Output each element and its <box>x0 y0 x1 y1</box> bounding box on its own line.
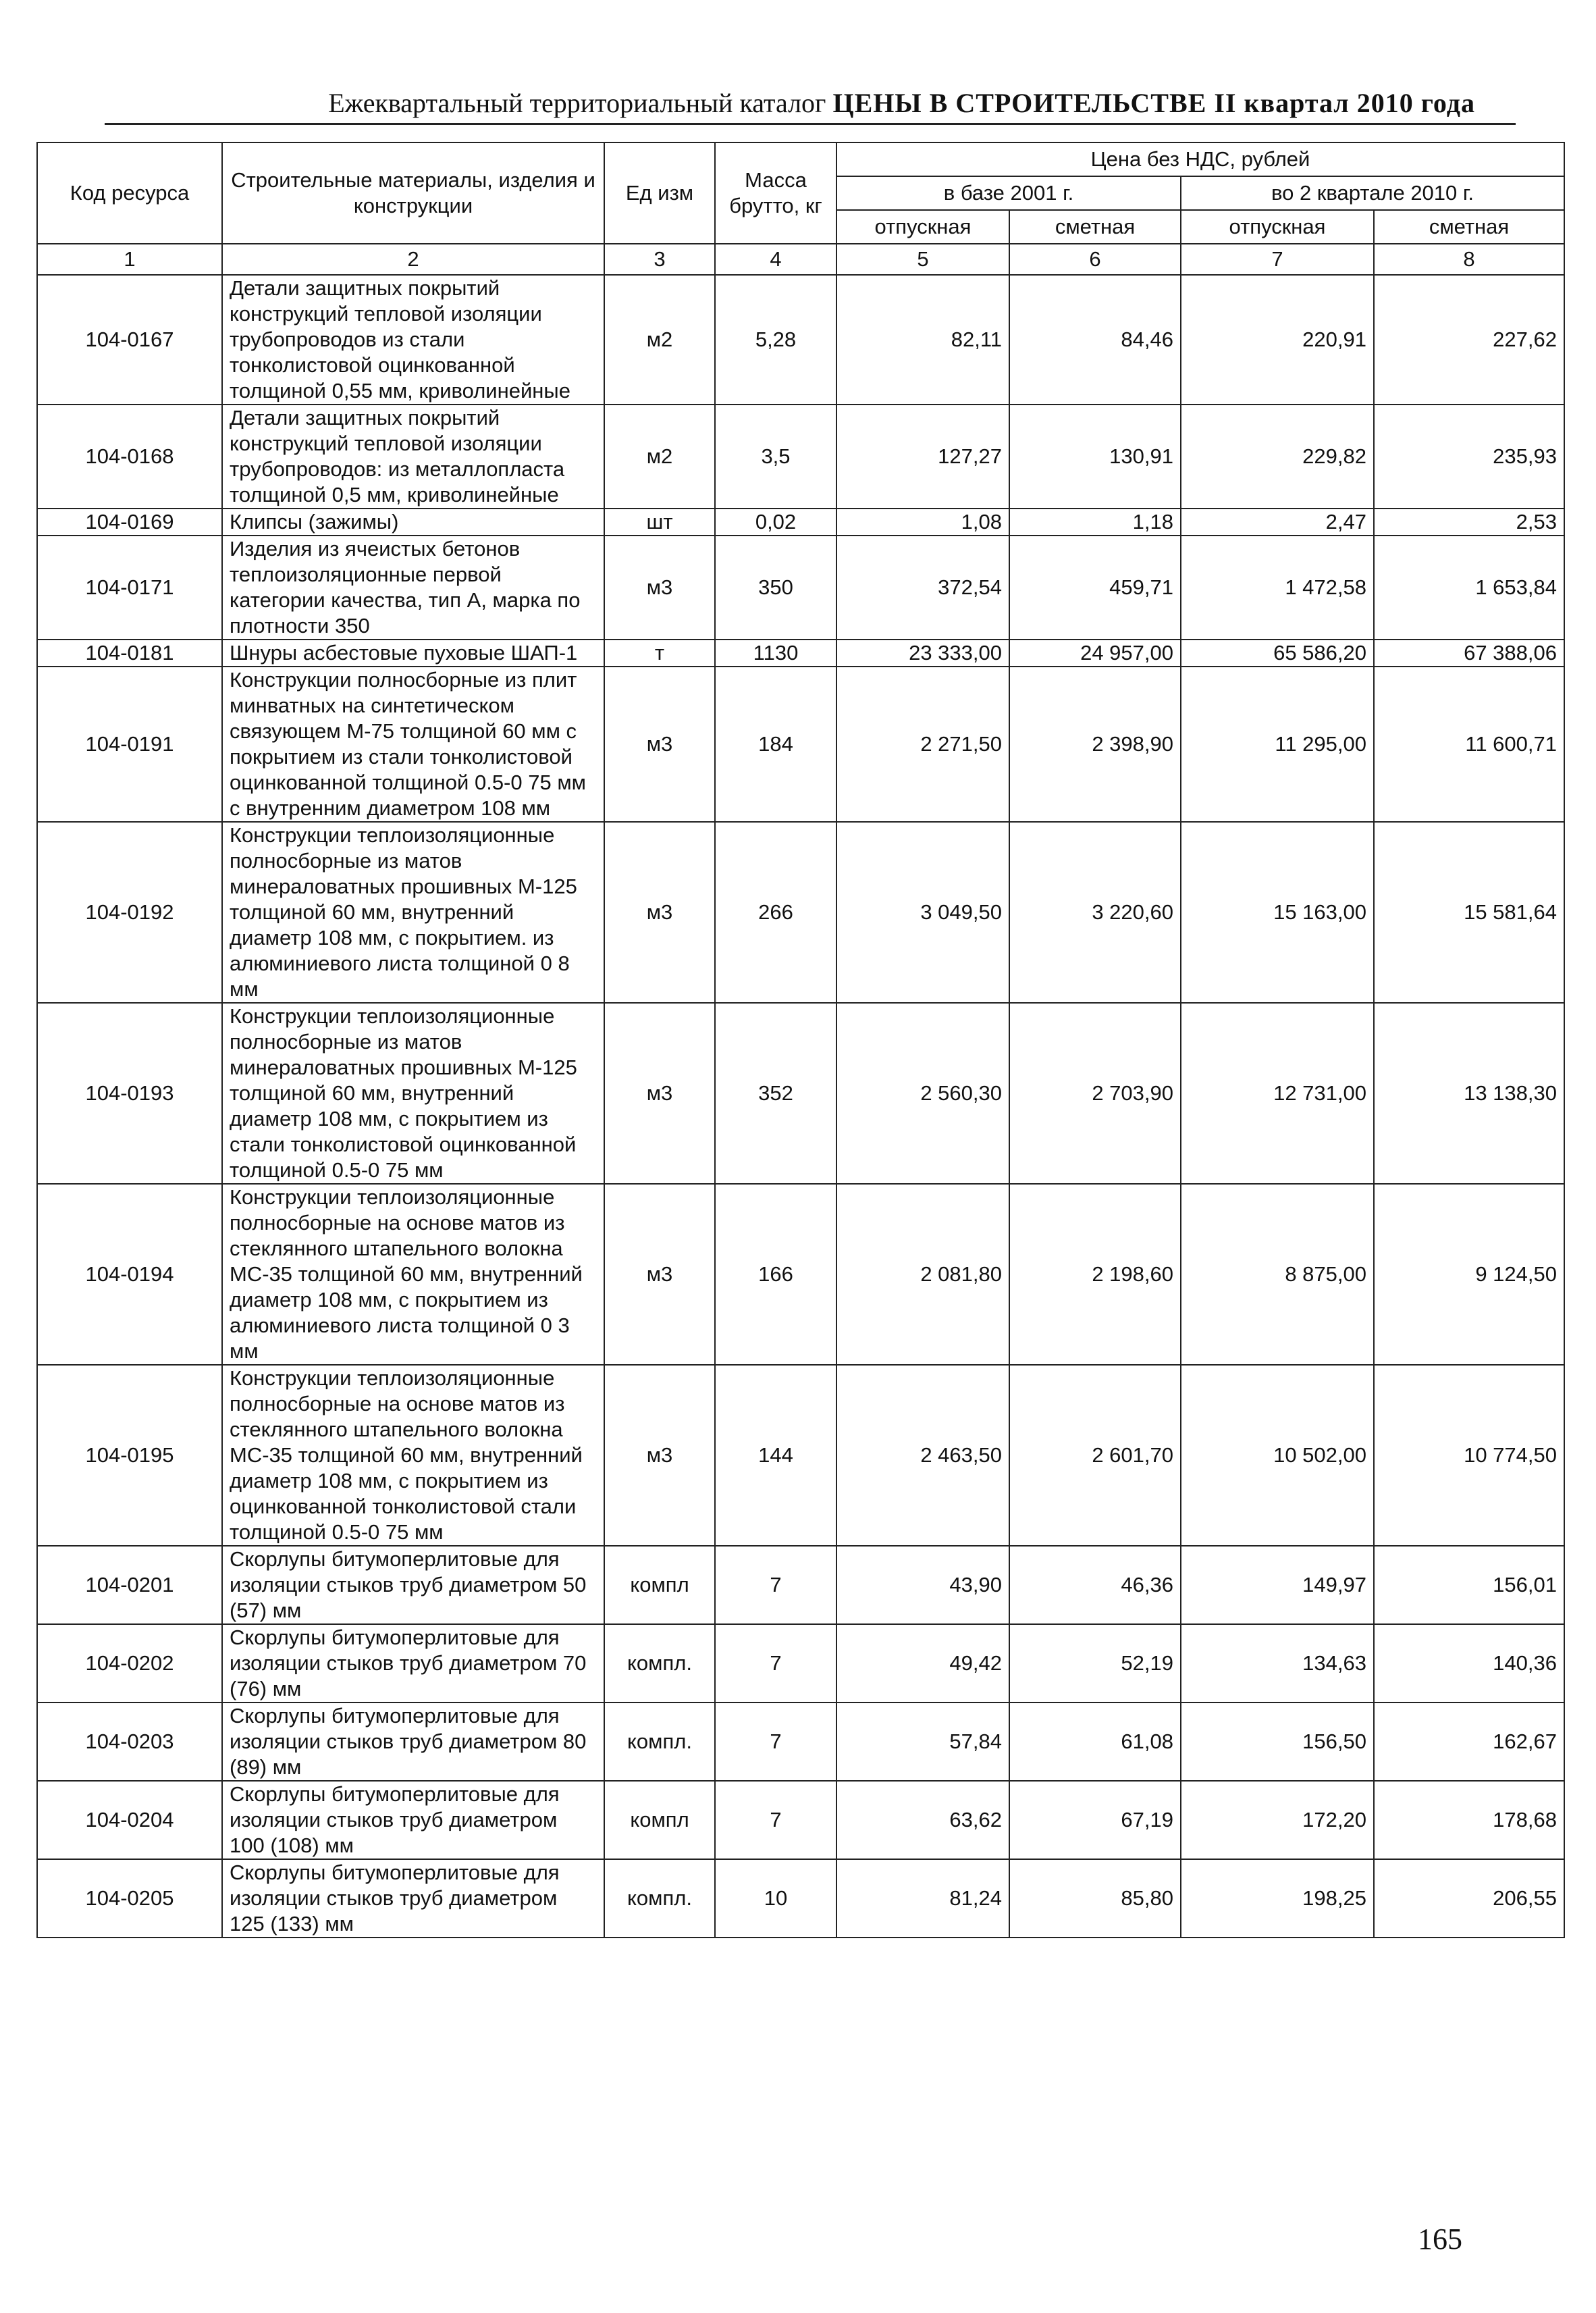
cell-code: 104-0193 <box>37 1003 222 1184</box>
cell-name: Конструкции теплоизоляционные полносборные на основе матов из стеклянного штапельного волокна МС-35 толщиной 60 мм, внутренний диаметр 108 мм, с покрытием из алюминиевого листа толщиной 0 3 мм <box>222 1184 604 1365</box>
table-row <box>37 1781 1564 1859</box>
cell-base-smet: 2 601,70 <box>1009 1365 1181 1546</box>
cell-cur-smet: 178,68 <box>1374 1781 1564 1859</box>
cell-name: Скорлупы битумоперлитовые для изоляции стыков труб диаметром 80 (89) мм <box>222 1703 604 1781</box>
table-row <box>37 640 1564 667</box>
cell-base-otp: 1,08 <box>836 509 1009 536</box>
cell-cur-otp: 229,82 <box>1181 405 1374 509</box>
cell-code: 104-0204 <box>37 1781 222 1859</box>
table-row <box>37 1546 1564 1624</box>
cell-cur-smet: 1 653,84 <box>1374 536 1564 640</box>
cell-code: 104-0205 <box>37 1859 222 1938</box>
cell-name: Клипсы (зажимы) <box>222 509 604 536</box>
cell-cur-smet: 206,55 <box>1374 1859 1564 1938</box>
header-code: Код ресурса <box>37 142 222 244</box>
cell-base-smet: 2 398,90 <box>1009 667 1181 822</box>
cell-cur-smet: 2,53 <box>1374 509 1564 536</box>
table-row <box>37 1365 1564 1546</box>
cell-base-otp: 2 271,50 <box>836 667 1009 822</box>
cell-code: 104-0192 <box>37 822 222 1003</box>
cell-name: Скорлупы битумоперлитовые для изоляции стыков труб диаметром 125 (133) мм <box>222 1859 604 1938</box>
cell-cur-smet: 227,62 <box>1374 275 1564 405</box>
page-header <box>105 76 1516 125</box>
table-header <box>37 142 1564 275</box>
cell-base-otp: 2 081,80 <box>836 1184 1009 1365</box>
cell-base-otp: 3 049,50 <box>836 822 1009 1003</box>
cell-cur-otp: 149,97 <box>1181 1546 1374 1624</box>
cell-code: 104-0181 <box>37 640 222 667</box>
header-current-smet: сметная <box>1374 210 1564 244</box>
cell-cur-smet: 156,01 <box>1374 1546 1564 1624</box>
cell-cur-otp: 11 295,00 <box>1181 667 1374 822</box>
cell-unit: компл. <box>604 1624 715 1703</box>
cell-base-otp: 127,27 <box>836 405 1009 509</box>
header-base-otpusk: отпускная <box>836 210 1009 244</box>
cell-mass: 0,02 <box>715 509 836 536</box>
page-number: 165 <box>1418 2223 1462 2256</box>
cell-cur-smet: 10 774,50 <box>1374 1365 1564 1546</box>
cell-name: Шнуры асбестовые пуховые ШАП-1 <box>222 640 604 667</box>
cell-base-otp: 43,90 <box>836 1546 1009 1624</box>
header-current-otpusk: отпускная <box>1181 210 1374 244</box>
header-current-2010: во 2 квартале 2010 г. <box>1181 176 1564 210</box>
catalog-title-bold: ЦЕНЫ В СТРОИТЕЛЬСТВЕ II квартал 2010 года <box>832 88 1475 118</box>
cell-code: 104-0203 <box>37 1703 222 1781</box>
cell-name: Скорлупы битумоперлитовые для изоляции стыков труб диаметром 100 (108) мм <box>222 1781 604 1859</box>
header-base-2001: в базе 2001 г. <box>836 176 1181 210</box>
cell-cur-otp: 12 731,00 <box>1181 1003 1374 1184</box>
cell-cur-smet: 11 600,71 <box>1374 667 1564 822</box>
table-row <box>37 405 1564 509</box>
cell-cur-smet: 13 138,30 <box>1374 1003 1564 1184</box>
cell-base-smet: 3 220,60 <box>1009 822 1181 1003</box>
catalog-title <box>328 87 1475 119</box>
cell-base-smet: 67,19 <box>1009 1781 1181 1859</box>
cell-base-otp: 63,62 <box>836 1781 1009 1859</box>
header-base-smet: сметная <box>1009 210 1181 244</box>
cell-name: Скорлупы битумоперлитовые для изоляции стыков труб диаметром 50 (57) мм <box>222 1546 604 1624</box>
column-number: 4 <box>715 244 836 275</box>
cell-unit: компл. <box>604 1703 715 1781</box>
column-number: 1 <box>37 244 222 275</box>
cell-base-smet: 2 198,60 <box>1009 1184 1181 1365</box>
cell-base-otp: 372,54 <box>836 536 1009 640</box>
cell-base-smet: 2 703,90 <box>1009 1003 1181 1184</box>
cell-unit: компл. <box>604 1859 715 1938</box>
cell-mass: 144 <box>715 1365 836 1546</box>
cell-code: 104-0191 <box>37 667 222 822</box>
cell-code: 104-0202 <box>37 1624 222 1703</box>
cell-mass: 350 <box>715 536 836 640</box>
column-number: 2 <box>222 244 604 275</box>
table-row <box>37 1703 1564 1781</box>
column-number: 8 <box>1374 244 1564 275</box>
cell-mass: 7 <box>715 1546 836 1624</box>
cell-base-smet: 459,71 <box>1009 536 1181 640</box>
cell-mass: 266 <box>715 822 836 1003</box>
cell-cur-otp: 2,47 <box>1181 509 1374 536</box>
column-number: 7 <box>1181 244 1374 275</box>
cell-cur-otp: 65 586,20 <box>1181 640 1374 667</box>
table-row <box>37 275 1564 405</box>
cell-cur-smet: 67 388,06 <box>1374 640 1564 667</box>
column-number: 6 <box>1009 244 1181 275</box>
cell-name: Изделия из ячеистых бетонов теплоизоляционные первой категории качества, тип А, марка по плотности 350 <box>222 536 604 640</box>
header-price-group: Цена без НДС, рублей <box>836 142 1564 176</box>
cell-base-smet: 61,08 <box>1009 1703 1181 1781</box>
column-number-row <box>37 244 1564 275</box>
cell-code: 104-0168 <box>37 405 222 509</box>
column-number: 5 <box>836 244 1009 275</box>
cell-unit: т <box>604 640 715 667</box>
cell-name: Детали защитных покрытий конструкций тепловой изоляции трубопроводов: из металлопласта толщиной 0,5 мм, криволинейные <box>222 405 604 509</box>
cell-code: 104-0201 <box>37 1546 222 1624</box>
cell-mass: 7 <box>715 1781 836 1859</box>
cell-cur-otp: 10 502,00 <box>1181 1365 1374 1546</box>
cell-name: Конструкции теплоизоляционные полносборные на основе матов из стеклянного штапельного волокна МС-35 толщиной 60 мм, внутренний диаметр 108 мм, с покрытием из оцинкованной тонколистовой стали толщиной 0.5-0 75 мм <box>222 1365 604 1546</box>
header-name: Строительные материалы, изделия и конструкции <box>222 142 604 244</box>
cell-cur-otp: 15 163,00 <box>1181 822 1374 1003</box>
cell-unit: м2 <box>604 275 715 405</box>
table-row <box>37 1184 1564 1365</box>
cell-cur-otp: 1 472,58 <box>1181 536 1374 640</box>
cell-mass: 7 <box>715 1624 836 1703</box>
cell-cur-smet: 162,67 <box>1374 1703 1564 1781</box>
cell-base-otp: 23 333,00 <box>836 640 1009 667</box>
cell-name: Конструкции теплоизоляционные полносборные из матов минераловатных прошивных М-125 толщиной 60 мм, внутренний диаметр 108 мм, с покрытием. из алюминиевого листа толщиной 0 8 мм <box>222 822 604 1003</box>
cell-name: Конструкции теплоизоляционные полносборные из матов минераловатных прошивных М-125 толщиной 60 мм, внутренний диаметр 108 мм, с покрытием из стали тонколистовой оцинкованной толщиной 0.5-0 75 мм <box>222 1003 604 1184</box>
cell-unit: компл <box>604 1781 715 1859</box>
cell-unit: м3 <box>604 1365 715 1546</box>
cell-name: Скорлупы битумоперлитовые для изоляции стыков труб диаметром 70 (76) мм <box>222 1624 604 1703</box>
cell-mass: 3,5 <box>715 405 836 509</box>
table-row <box>37 822 1564 1003</box>
cell-cur-smet: 15 581,64 <box>1374 822 1564 1003</box>
cell-code: 104-0171 <box>37 536 222 640</box>
cell-unit: м3 <box>604 536 715 640</box>
cell-base-smet: 84,46 <box>1009 275 1181 405</box>
cell-base-otp: 49,42 <box>836 1624 1009 1703</box>
cell-unit: м3 <box>604 1184 715 1365</box>
cell-base-smet: 52,19 <box>1009 1624 1181 1703</box>
table-row <box>37 1859 1564 1938</box>
cell-base-smet: 46,36 <box>1009 1546 1181 1624</box>
header-unit: Ед изм <box>604 142 715 244</box>
cell-mass: 5,28 <box>715 275 836 405</box>
cell-unit: компл <box>604 1546 715 1624</box>
cell-code: 104-0167 <box>37 275 222 405</box>
table-row <box>37 1624 1564 1703</box>
cell-cur-otp: 198,25 <box>1181 1859 1374 1938</box>
cell-mass: 352 <box>715 1003 836 1184</box>
price-table <box>36 142 1565 1938</box>
cell-unit: шт <box>604 509 715 536</box>
cell-base-otp: 81,24 <box>836 1859 1009 1938</box>
cell-cur-otp: 134,63 <box>1181 1624 1374 1703</box>
cell-base-smet: 130,91 <box>1009 405 1181 509</box>
cell-unit: м2 <box>604 405 715 509</box>
cell-unit: м3 <box>604 1003 715 1184</box>
cell-code: 104-0169 <box>37 509 222 536</box>
cell-base-smet: 85,80 <box>1009 1859 1181 1938</box>
cell-cur-otp: 156,50 <box>1181 1703 1374 1781</box>
cell-base-otp: 57,84 <box>836 1703 1009 1781</box>
cell-base-otp: 2 463,50 <box>836 1365 1009 1546</box>
cell-name: Конструкции полносборные из плит минватных на синтетическом связующем М-75 толщиной 60 мм с покрытием из стали тонколистовой оцинкованной толщиной 0.5-0 75 мм с внутренним диаметром 108 мм <box>222 667 604 822</box>
cell-code: 104-0194 <box>37 1184 222 1365</box>
cell-cur-otp: 172,20 <box>1181 1781 1374 1859</box>
cell-mass: 1130 <box>715 640 836 667</box>
cell-mass: 166 <box>715 1184 836 1365</box>
cell-cur-otp: 8 875,00 <box>1181 1184 1374 1365</box>
table-row <box>37 509 1564 536</box>
cell-mass: 7 <box>715 1703 836 1781</box>
cell-cur-otp: 220,91 <box>1181 275 1374 405</box>
catalog-title-prefix: Ежеквартальный территориальный каталог <box>328 88 826 118</box>
cell-base-smet: 1,18 <box>1009 509 1181 536</box>
header-mass: Масса брутто, кг <box>715 142 836 244</box>
cell-base-smet: 24 957,00 <box>1009 640 1181 667</box>
table-row <box>37 1003 1564 1184</box>
cell-base-otp: 2 560,30 <box>836 1003 1009 1184</box>
cell-cur-smet: 9 124,50 <box>1374 1184 1564 1365</box>
table-body <box>37 275 1564 1938</box>
cell-unit: м3 <box>604 822 715 1003</box>
cell-mass: 184 <box>715 667 836 822</box>
cell-cur-smet: 140,36 <box>1374 1624 1564 1703</box>
cell-cur-smet: 235,93 <box>1374 405 1564 509</box>
cell-mass: 10 <box>715 1859 836 1938</box>
cell-base-otp: 82,11 <box>836 275 1009 405</box>
table-row <box>37 667 1564 822</box>
cell-unit: м3 <box>604 667 715 822</box>
cell-code: 104-0195 <box>37 1365 222 1546</box>
column-number: 3 <box>604 244 715 275</box>
cell-name: Детали защитных покрытий конструкций тепловой изоляции трубопроводов из стали тонколистовой оцинкованной толщиной 0,55 мм, криволинейные <box>222 275 604 405</box>
table-row <box>37 536 1564 640</box>
